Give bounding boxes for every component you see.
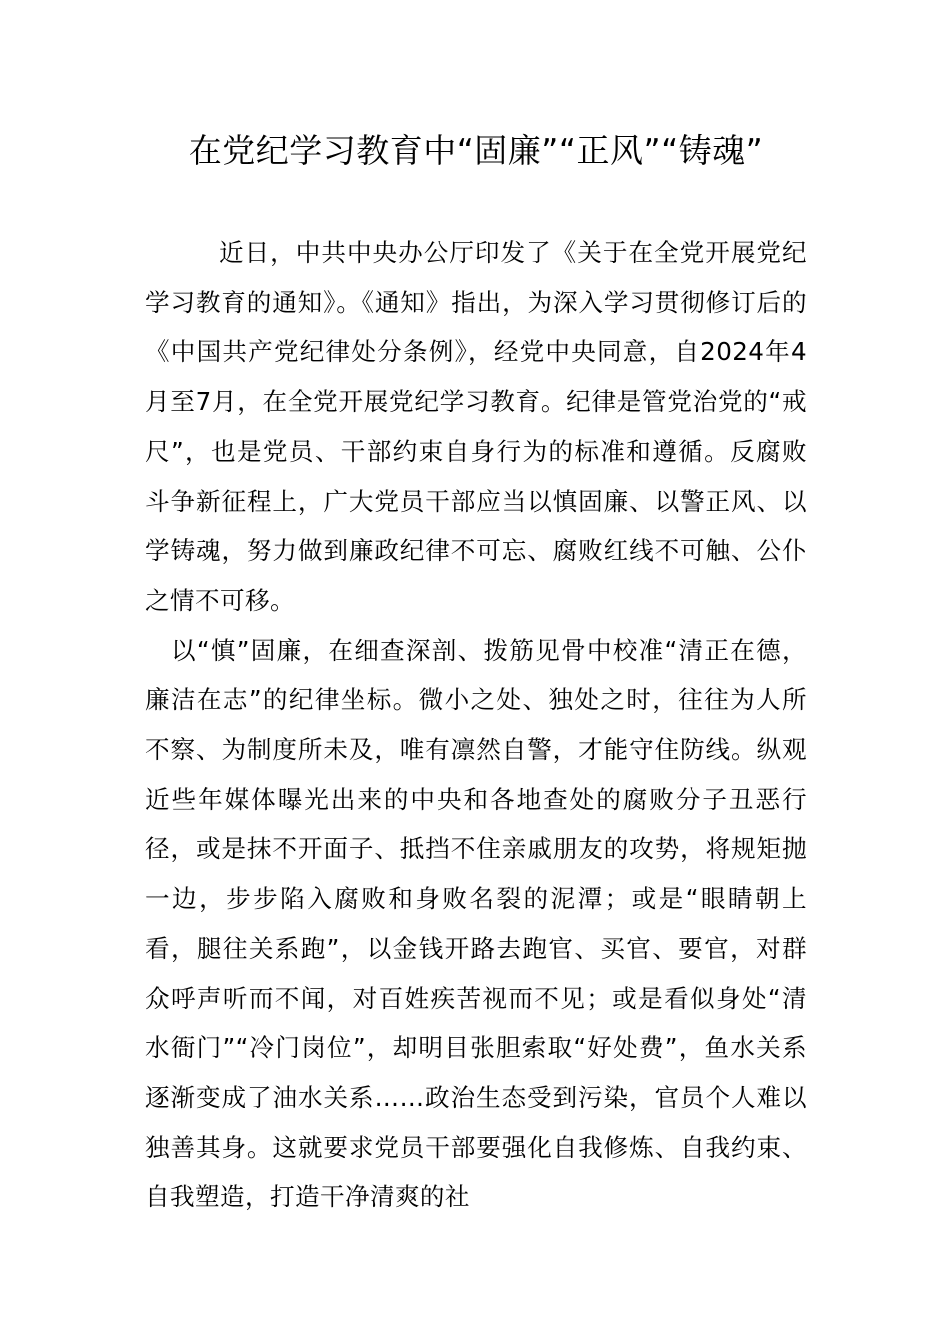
paragraph-intro: 近日，中共中央办公厅印发了《关于在全党开展党纪学习教育的通知》。《通知》指出，为深入学习贯彻修订后的《中国共产党纪律处分条例》，经党中央同意，自2024年4月至7月，在全党开展党纪学习教育。纪律是管党治党的“戒尺”，也是党员、干部约束自身行为的标准和遵循。反腐败斗争新征程上，广大党员干部应当以慎固廉、以警正风、以学铸魂，努力做到廉政纪律不可忘、腐败红线不可触、公仆之情不可移。 — [145, 238, 807, 615]
paragraph-gulian: 以“慎”固廉，在细查深剖、拨筋见骨中校准“清正在德，廉洁在志”的纪律坐标。微小之处、独处之时，往往为人所不察、为制度所未及，唯有凛然自警，才能守住防线。纵观近些年媒体曝光出来的中央和各地查处的腐败分子丑恶行径，或是抹不开面子、抵挡不住亲戚朋友的攻势，将规矩抛一边，步步陷入腐败和身败名裂的泥潭；或是“眼睛朝上看，腿往关系跑”，以金钱开路去跑官、买官、要官，对群众呼声听而不闻，对百姓疾苦视而不见；或是看似身处“清水衙门”“冷门岗位”，却明目张胆索取“好处费”，鱼水关系逐渐变成了油水关系……政治生态受到污染，官员个人难以独善其身。这就要求党员干部要强化自我修炼、自我约束、自我塑造，打造干净清爽的社 — [145, 635, 807, 1212]
document-title: 在党纪学习教育中“固廉”“正风”“铸魂” — [188, 131, 764, 170]
document-body — [145, 228, 807, 1222]
